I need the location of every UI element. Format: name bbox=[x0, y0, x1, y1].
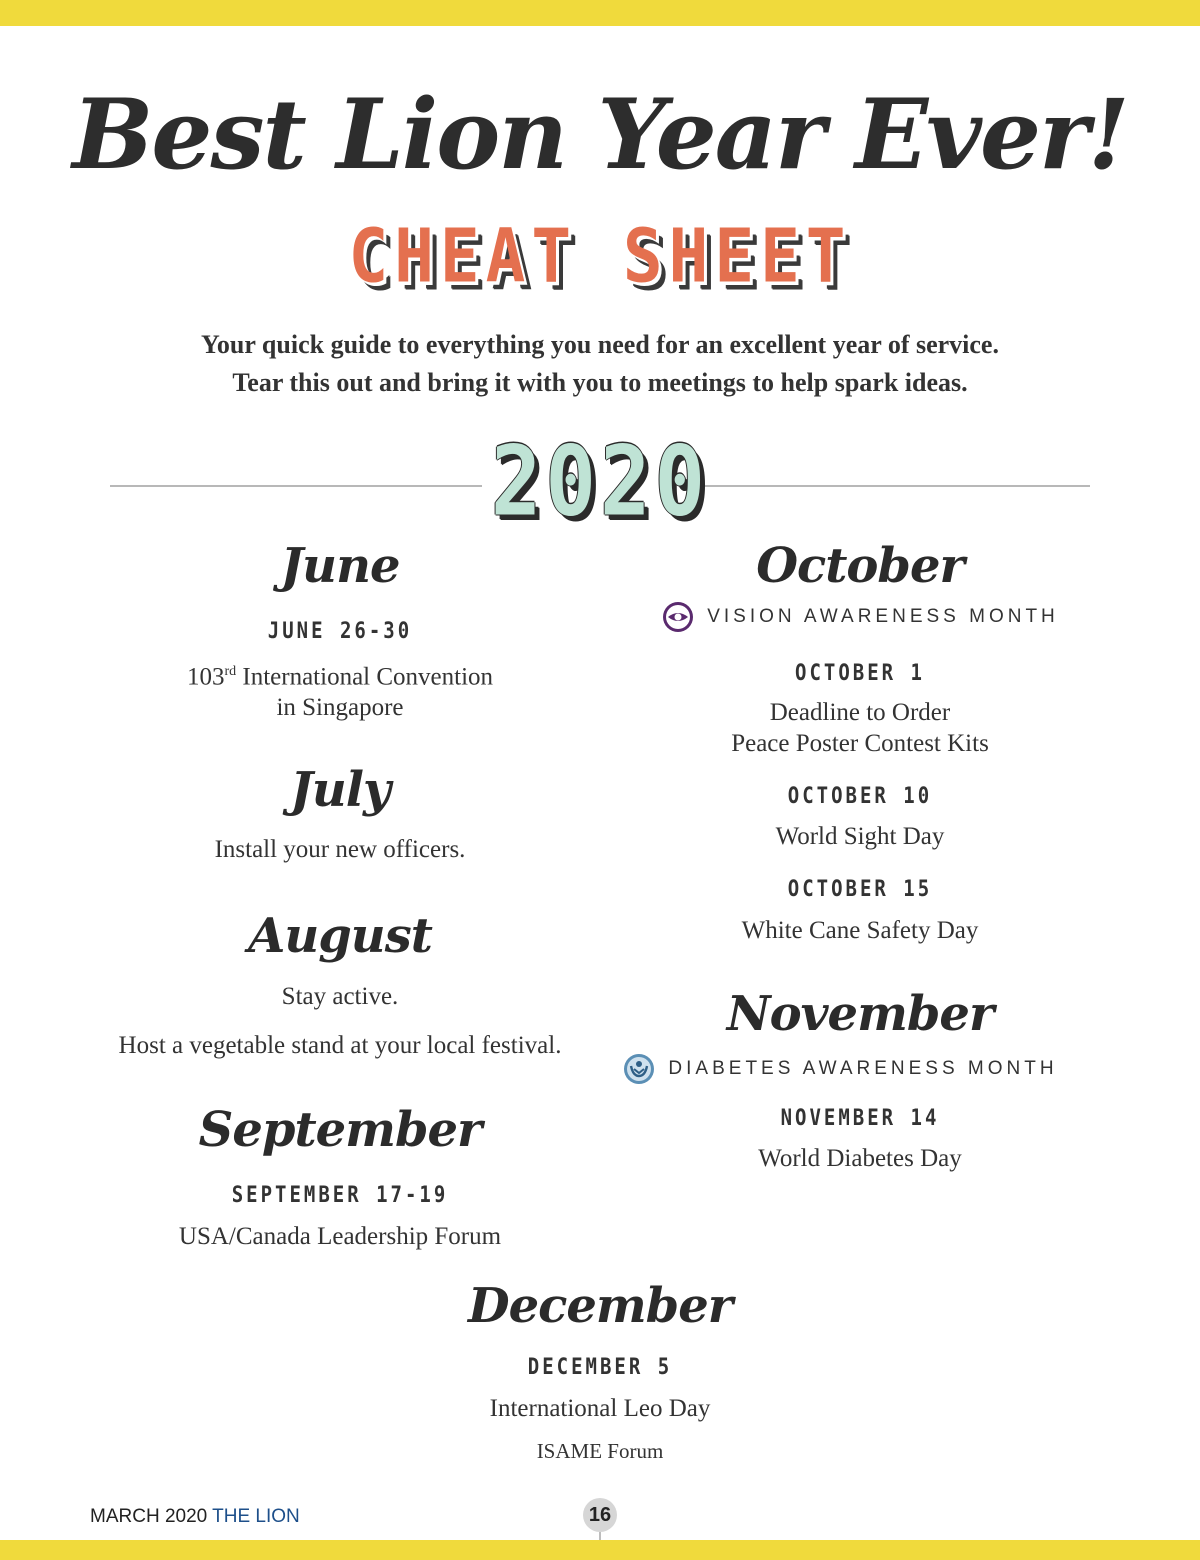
page-title: Best Lion Year Ever! bbox=[72, 78, 1128, 191]
event-convention-number: 103 bbox=[186, 663, 225, 691]
event-leo-day: International Leo Day bbox=[489, 1395, 711, 1422]
date-june-26-30: JUNE 26-30 bbox=[267, 618, 413, 644]
diabetes-awareness-label: DIABETES AWARENESS MONTH bbox=[668, 1058, 1058, 1079]
date-december-5: DECEMBER 5 bbox=[527, 1354, 673, 1380]
footer-issue-date: MARCH 2020 bbox=[90, 1506, 208, 1527]
month-july: July bbox=[290, 762, 390, 818]
date-november-14: NOVEMBER 14 bbox=[780, 1105, 940, 1131]
year-heading: 2020 bbox=[490, 424, 710, 538]
event-install-officers: Install your new officers. bbox=[214, 836, 466, 863]
date-october-10: OCTOBER 10 bbox=[787, 783, 933, 809]
eye-icon bbox=[661, 600, 695, 634]
cheat-sheet-heading: CHEAT SHEET bbox=[348, 213, 852, 300]
footer-magazine-name: THE LION bbox=[212, 1506, 300, 1527]
event-world-diabetes-day: World Diabetes Day bbox=[758, 1145, 962, 1172]
month-august: August bbox=[248, 908, 432, 964]
footer-issue bbox=[90, 1506, 300, 1528]
intro-text bbox=[0, 326, 1200, 402]
bottom-yellow-bar bbox=[0, 1540, 1200, 1560]
event-vegetable-stand: Host a vegetable stand at your local festival. bbox=[118, 1032, 562, 1059]
page-number: 16 bbox=[583, 1498, 617, 1532]
date-october-1: OCTOBER 1 bbox=[795, 660, 925, 686]
vision-awareness-label: VISION AWARENESS MONTH bbox=[707, 606, 1059, 627]
month-december: December bbox=[467, 1278, 733, 1334]
diabetes-circle-icon bbox=[622, 1052, 656, 1086]
event-peace-poster-line1: Deadline to Order bbox=[769, 699, 951, 726]
month-june: June bbox=[280, 538, 400, 594]
event-world-sight-day: World Sight Day bbox=[775, 823, 945, 850]
vision-awareness-banner bbox=[620, 600, 1100, 634]
diabetes-awareness-banner bbox=[610, 1052, 1070, 1086]
event-leadership-forum: USA/Canada Leadership Forum bbox=[178, 1223, 502, 1250]
event-peace-poster-line2: Peace Poster Contest Kits bbox=[731, 730, 989, 757]
event-isame-forum: ISAME Forum bbox=[536, 1439, 664, 1463]
event-stay-active: Stay active. bbox=[281, 983, 399, 1010]
event-peace-poster bbox=[640, 697, 1080, 759]
month-october: October bbox=[756, 538, 964, 594]
event-convention bbox=[120, 656, 560, 723]
event-convention-line2: in Singapore bbox=[276, 694, 404, 722]
date-september-17-19: SEPTEMBER 17-19 bbox=[231, 1182, 449, 1208]
divider-left bbox=[110, 485, 482, 487]
event-white-cane: White Cane Safety Day bbox=[741, 917, 979, 944]
event-convention-suffix: rd bbox=[224, 664, 237, 679]
event-convention-line1: International Convention bbox=[236, 663, 494, 691]
month-november: November bbox=[726, 986, 994, 1042]
top-yellow-bar bbox=[0, 0, 1200, 26]
month-september: September bbox=[198, 1102, 482, 1158]
date-october-15: OCTOBER 15 bbox=[787, 876, 933, 902]
intro-line-1: Your quick guide to everything you need for an excellent year of service. bbox=[201, 330, 999, 359]
divider-right bbox=[682, 485, 1090, 487]
intro-line-2: Tear this out and bring it with you to meetings to help spark ideas. bbox=[232, 368, 968, 397]
